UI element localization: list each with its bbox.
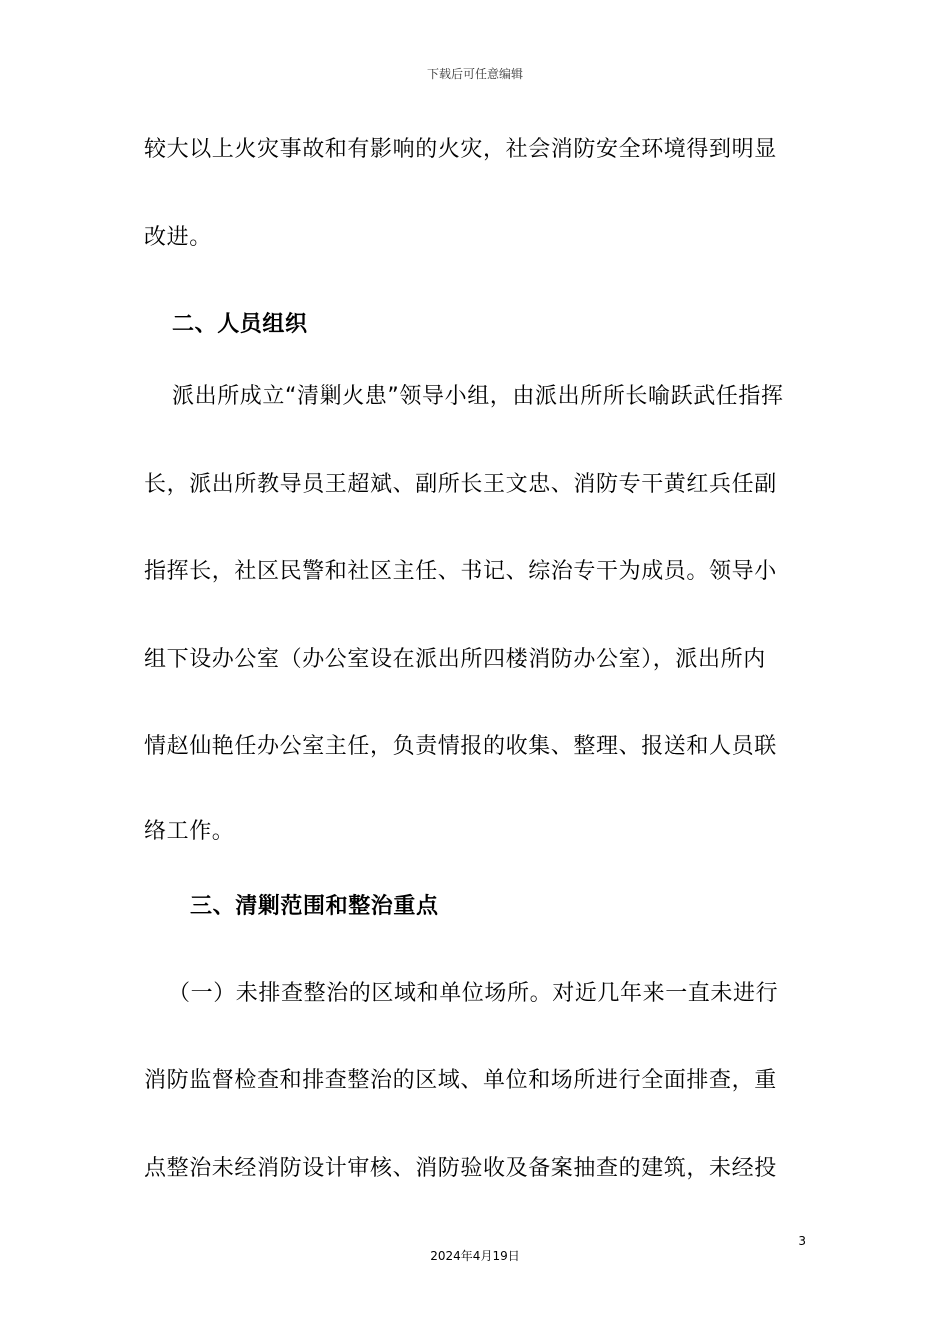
body-text-line: 组下设办公室（办公室设在派出所四楼消防办公室），派出所内 [144,647,766,672]
page-header: 下载后可任意编辑 [426,67,523,81]
footer-date: 2024年4月19日 [430,1249,520,1263]
body-text-line: 消防监督检查和排查整治的区域、单位和场所进行全面排查，重 [144,1068,777,1093]
section-heading: 三、清剿范围和整治重点 [190,894,439,919]
body-text-line: 点整治未经消防设计审核、消防验收及备案抽查的建筑，未经投 [144,1156,777,1181]
body-text-line: 派出所成立“清剿火患”领导小组，由派出所所长喻跃武任指挥 [172,384,784,409]
body-text-line: 较大以上火灾事故和有影响的火灾，社会消防安全环境得到明显 [144,137,777,162]
body-text-line: （一）未排查整治的区域和单位场所。对近几年来一直未进行 [168,981,779,1006]
body-text-line: 络工作。 [144,819,235,844]
section-heading: 二、人员组织 [172,312,308,337]
page-number: 3 [798,1234,806,1248]
body-text-line: 情赵仙艳任办公室主任，负责情报的收集、整理、报送和人员联 [144,734,777,759]
body-text-line: 改进。 [144,225,212,250]
body-text-line: 指挥长，社区民警和社区主任、书记、综治专干为成员。领导小 [144,559,777,584]
body-text-line: 长，派出所教导员王超斌、副所长王文忠、消防专干黄红兵任副 [144,472,777,497]
